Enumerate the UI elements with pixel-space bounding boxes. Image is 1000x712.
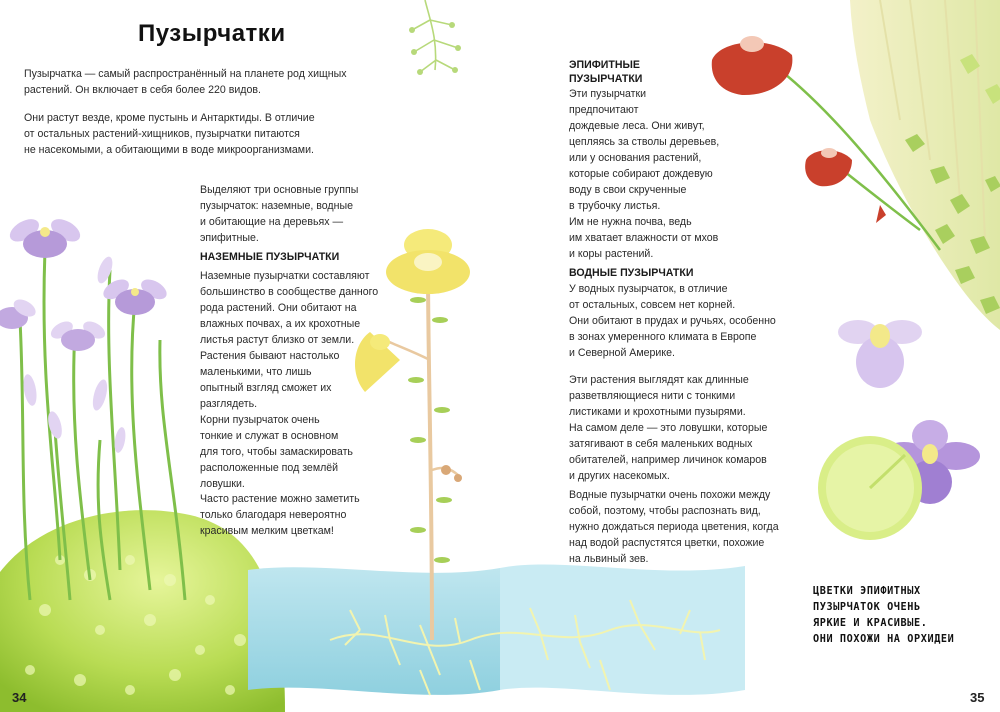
water3-line: над водой распустятся цветки, похожие (569, 537, 765, 549)
intro-line: растений. Он включает в себя более 220 видов. (24, 84, 261, 96)
ground-line: опытный взгляд сможет их (200, 382, 332, 394)
water-text-block (569, 281, 799, 361)
water2-line: На самом деле — это ловушки, которые (569, 422, 768, 434)
water-heading: ВОДНЫЕ ПУЗЫРЧАТКИ (569, 267, 694, 279)
groups-block (200, 182, 390, 246)
ground-line: листья растут близко от земли. (200, 334, 355, 346)
lily-pad (818, 436, 922, 540)
intro-line: не насекомыми, а обитающими в воде микроорганизмами. (24, 144, 314, 156)
water-text2-block (569, 372, 809, 484)
intro-line: от остальных растений-хищников, пузырчатки питаются (24, 128, 300, 140)
water-line: Они обитают в прудах и ручьях, особенно (569, 315, 776, 327)
ground-line: влажных почвах, а их крохотные (200, 318, 361, 330)
water-text3-block (569, 487, 809, 567)
ground-line: Корни пузырчаток очень (200, 414, 320, 426)
caption-line: ПУЗЫРЧАТОК ОЧЕНЬ (813, 602, 921, 613)
intro-line: Пузырчатка — самый распространённый на планете род хищных (24, 68, 347, 80)
ground-line: расположенные под землёй (200, 462, 339, 474)
water-surface (248, 565, 745, 695)
ground-line: тонкие и служат в основном (200, 430, 339, 442)
epiphyte-line: воду в свои скрученные (569, 184, 687, 196)
water-line: У водных пузырчаток, в отличие (569, 283, 728, 295)
groups-line: эпифитные. (200, 232, 259, 244)
ground-text-block (200, 268, 390, 492)
water3-line: нужно дождаться периода цветения, когда (569, 521, 779, 533)
water2-line: разветвляющиеся нити с тонкими (569, 390, 736, 402)
epiphyte-text-block (569, 86, 769, 262)
ground-note-line: Часто растение можно заметить (200, 493, 360, 505)
water2-line: и других насекомых. (569, 470, 670, 482)
top-hanging-threads (409, 0, 461, 75)
epiphyte-line: предпочитают (569, 104, 639, 116)
caption-line: ЦВЕТКИ ЭПИФИТНЫХ (813, 586, 921, 597)
water3-line: Водные пузырчатки очень похожи между (569, 489, 771, 501)
ground-heading: НАЗЕМНЫЕ ПУЗЫРЧАТКИ (200, 251, 340, 263)
ground-line: рода растений. Они обитают на (200, 302, 357, 314)
page-number-right: 35 (970, 690, 985, 705)
water2-line: листиками и крохотными пузырями. (569, 406, 746, 418)
water2-line: Эти растения выглядят как длинные (569, 374, 749, 386)
water2-line: обитателей, например личинок комаров (569, 454, 767, 466)
ground-line: большинство в сообществе данного (200, 286, 379, 298)
ground-line: маленькими, что лишь (200, 366, 312, 378)
water3-line: собой, поэтому, чтобы распознать вид, (569, 505, 761, 517)
ground-line: Наземные пузырчатки составляют (200, 270, 370, 282)
ground-note-line: красивым мелким цветкам! (200, 525, 334, 537)
epiphyte-line: им хватает влажности от мхов (569, 232, 719, 244)
epiphyte-heading-line: ЭПИФИТНЫЕ (569, 59, 640, 71)
ground-line: разглядеть. (200, 398, 258, 410)
epiphyte-line: и коры растений. (569, 248, 654, 260)
water-line: и Северной Америке. (569, 347, 675, 359)
ground-line: ловушки. (200, 478, 245, 490)
orchid-caption (813, 584, 993, 648)
water-line: от остальных, совсем нет корней. (569, 299, 736, 311)
epiphyte-line: Эти пузырчатки (569, 88, 647, 100)
epiphyte-line: Им не нужна почва, ведь (569, 216, 692, 228)
intro-block (24, 66, 384, 158)
water3-line: на львиный зев. (569, 553, 649, 565)
violet-flowers (0, 215, 170, 454)
epiphyte-line: дождевые леса. Они живут, (569, 120, 705, 132)
epiphyte-heading (569, 58, 642, 86)
intro-line: Они растут везде, кроме пустынь и Антарктиды. В отличие (24, 112, 315, 124)
ground-note-block (200, 491, 390, 539)
epiphyte-line: или у основания растений, (569, 152, 702, 164)
moss-mound (0, 510, 285, 712)
caption-line: ОНИ ПОХОЖИ НА ОРХИДЕИ (813, 634, 955, 645)
ground-note-line: только благодаря невероятно (200, 509, 347, 521)
page-number-left: 34 (12, 690, 27, 705)
groups-line: Выделяют три основные группы (200, 184, 359, 196)
groups-line: пузырчаток: наземные, водные (200, 200, 353, 212)
epiphyte-line: в трубочку листья. (569, 200, 661, 212)
ground-line: Растения бывают настолько (200, 350, 340, 362)
water2-line: затягивают в себя маленьких водных (569, 438, 753, 450)
water-line: в зонах умеренного климата в Европе (569, 331, 757, 343)
epiphyte-line: цепляясь за стволы деревьев, (569, 136, 720, 148)
caption-line: ЯРКИЕ И КРАСИВЫЕ. (813, 618, 928, 629)
epiphyte-line: которые собирают дождевую (569, 168, 713, 180)
page-title: Пузырчатки (138, 20, 286, 47)
groups-line: и обитающие на деревьях — (200, 216, 344, 228)
ground-line: для того, чтобы замаскировать (200, 446, 353, 458)
epiphyte-heading-line: ПУЗЫРЧАТКИ (569, 73, 643, 85)
